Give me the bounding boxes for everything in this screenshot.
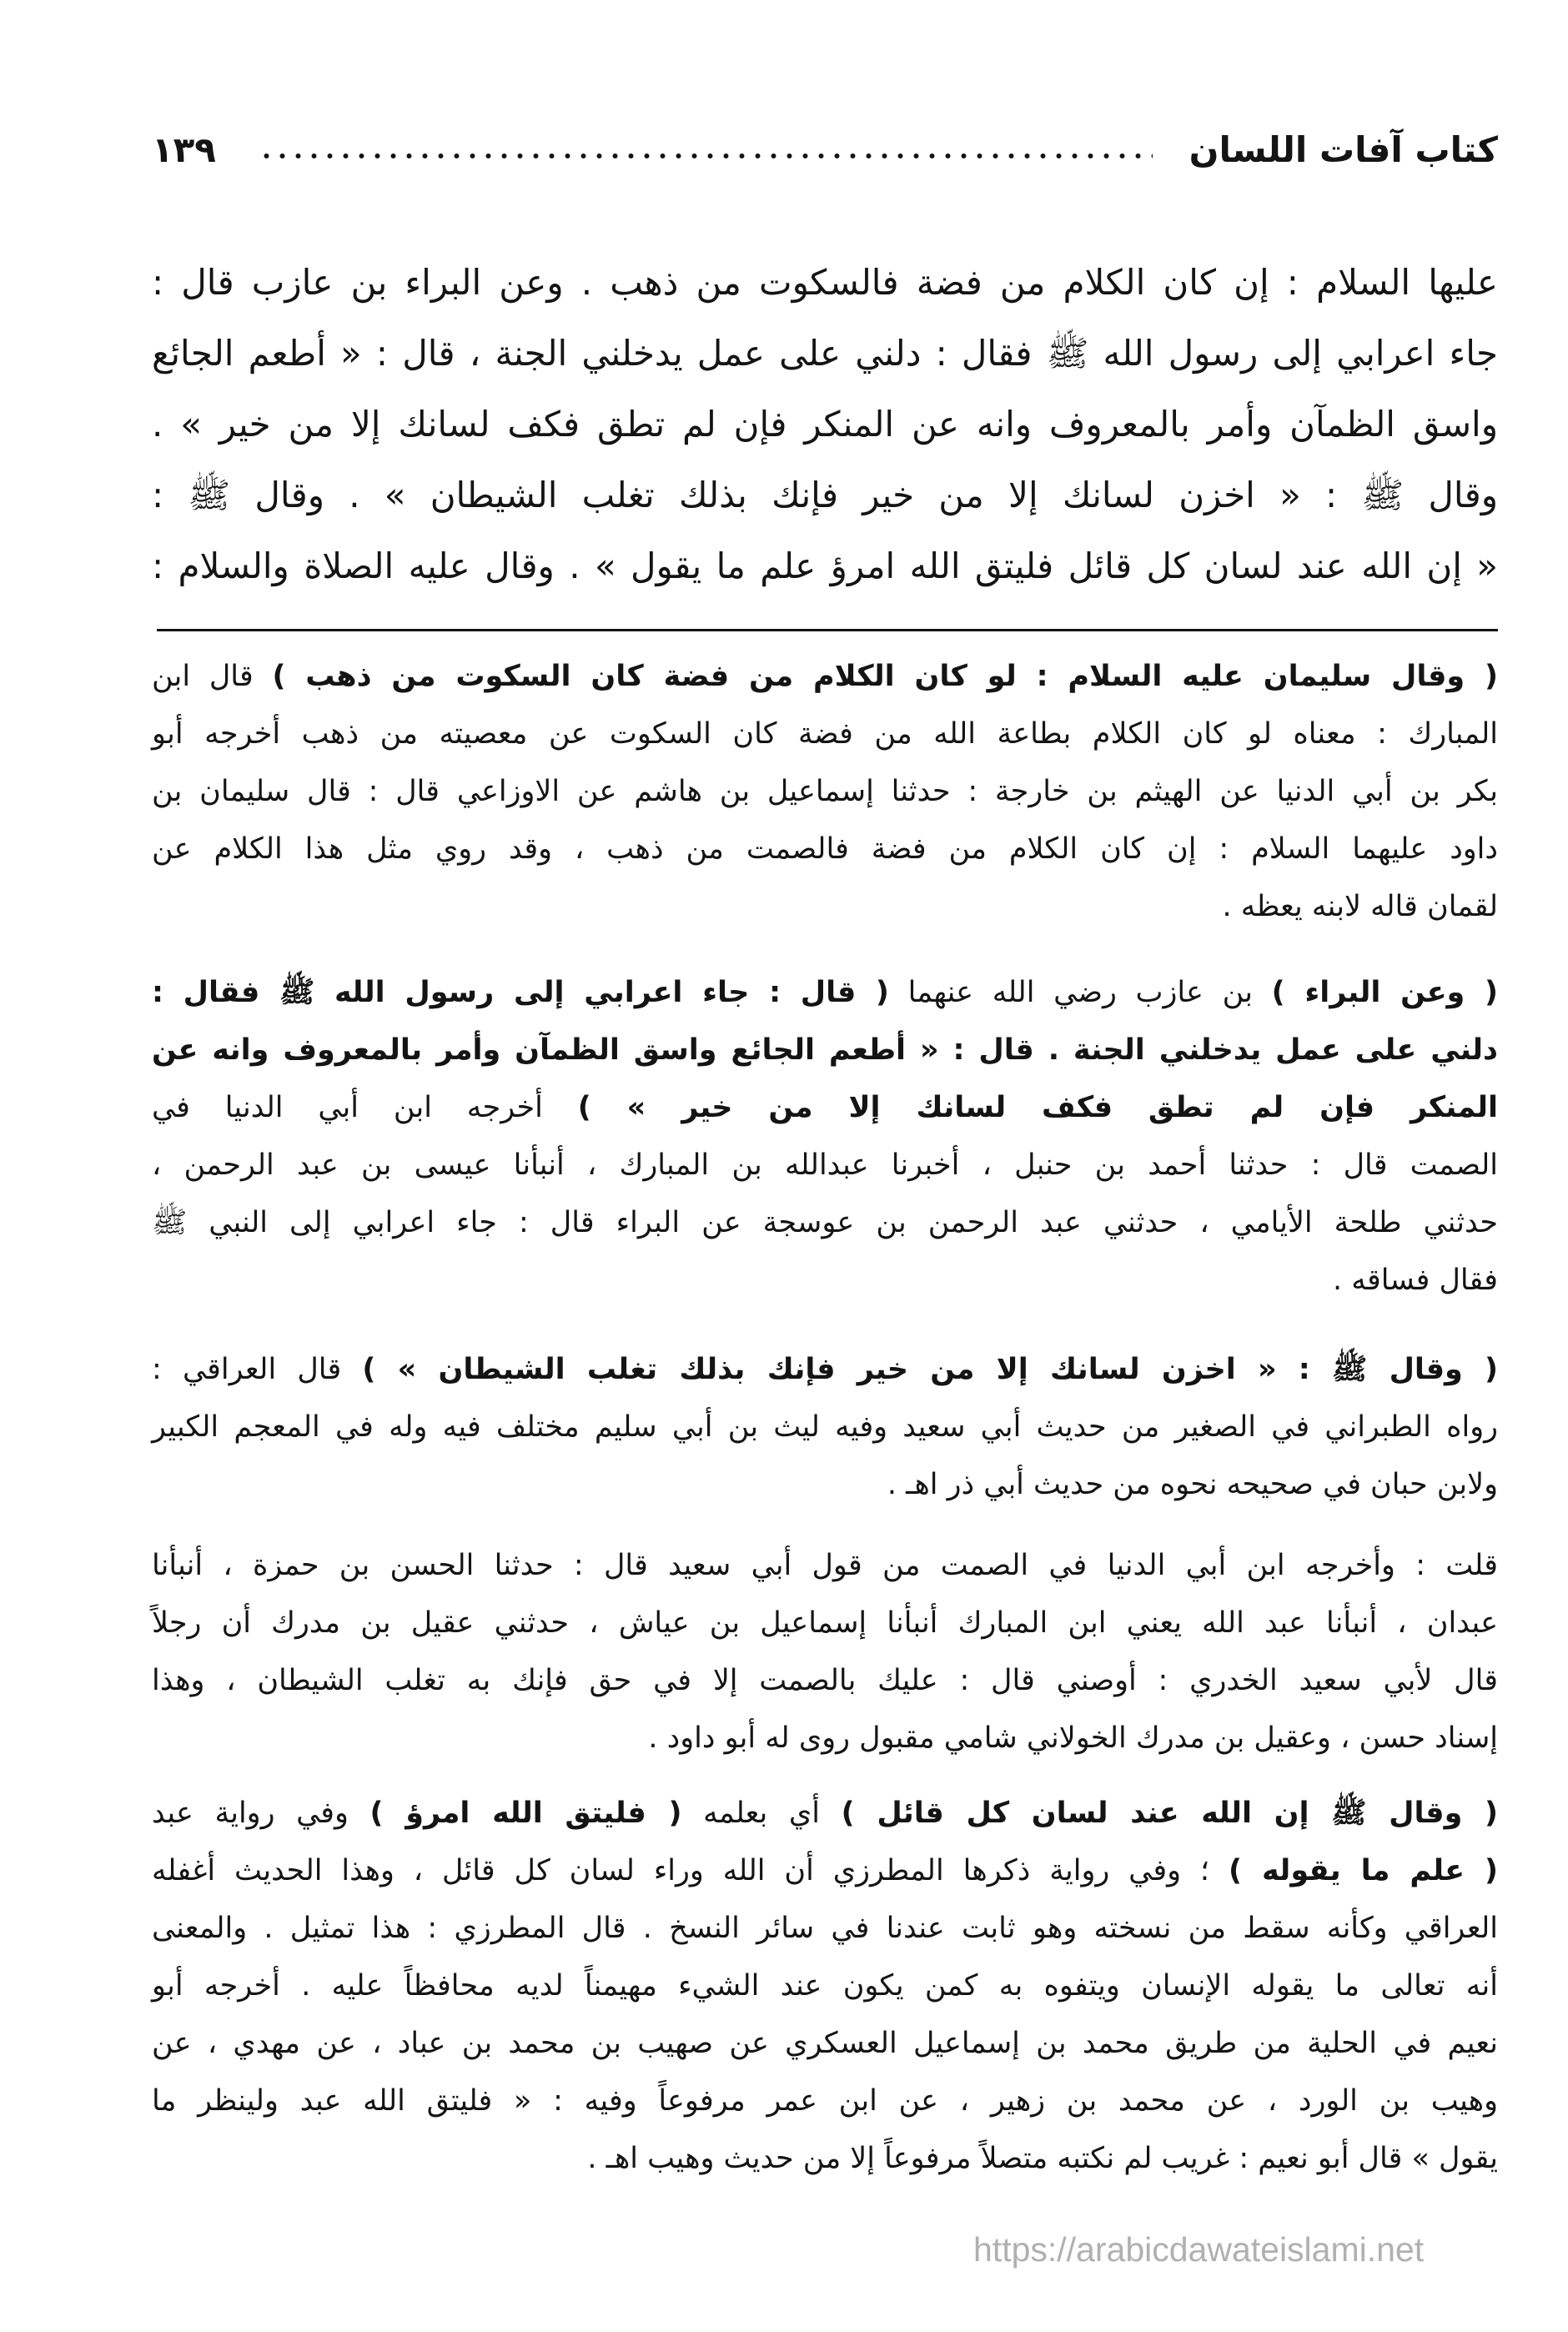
commentary-line [152,1137,1498,1194]
commentary-line-text [152,1797,1498,1830]
commentary-text-segment: حدثني طلحة الأيامي ، حدثني عبد الرحمن بن عوسجة عن البراء قال : جاء اعرابي إلى النبي ﷺ [152,1206,1498,1239]
commentary-paragraph [152,1785,1498,2188]
main-text-line-text: واسق الظمآن وأمر بالمعروف وانه عن المنكر فإن لم تطق فكف لسانك إلا من خير » . [152,404,1498,445]
commentary-text-segment: ولابن حبان في صحيحه نحوه من حديث أبي ذر اهـ . [887,1468,1498,1501]
commentary-text-segment: وفي رواية عبد [152,1797,370,1830]
commentary-line [152,1022,1498,1079]
commentary-line [152,1842,1498,1900]
quoted-text-segment: ( فليتق الله امرؤ ) [369,1797,682,1830]
commentary-line [152,878,1498,936]
commentary-text-segment: الصمت قال : حدثنا أحمد بن حنبل ، أخبرنا عبدالله بن المبارك ، أنبأنا عيسى بن عبد الرحمن ، [152,1148,1498,1182]
commentary-text-segment: وهيب بن الورد ، عن محمد بن زهير ، عن ابن عمر مرفوعاً وفيه : « فليتق الله عبد ولينظر ما [152,2084,1498,2118]
commentary-line-text [152,1033,1498,1067]
commentary-line-text [152,1353,1498,1386]
commentary-text-segment: بكر بن أبي الدنيا عن الهيثم بن خارجة : حدثنا إسماعيل بن هاشم عن الاوزاعي قال : قال سليمان بن [152,775,1498,808]
commentary-text-segment: لقمان قاله لابنه يعظه . [1222,890,1498,923]
commentary-line-text [152,2027,1498,2060]
commentary-text-segment: ؛ وفي رواية ذكرها المطرزي أن الله وراء لسان كل قائل ، وهذا الحديث أغفله [152,1854,1229,1887]
commentary-line-text [152,1969,1498,2003]
commentary-line [152,2015,1498,2073]
commentary-text-segment: العراقي وكأنه سقط من نسخته وهو ثابت عندنا في سائر النسخ . قال المطرزي : هذا تمثيل . والمعنى [152,1912,1498,1945]
commentary-line [152,648,1498,706]
commentary-text-segment: بن عازب رضي الله عنهما [888,976,1272,1009]
commentary-line [152,1194,1498,1252]
quoted-text-segment: المنكر فإن لم تطق فكف لسانك إلا من خير » ) [577,1091,1498,1124]
main-text-line [152,460,1498,530]
commentary-line [152,763,1498,821]
commentary-line [152,821,1498,878]
commentary-line [152,706,1498,763]
commentary-line [152,2130,1498,2188]
main-text-line-text: عليها السلام : إن كان الكلام من فضة فالسكوت من ذهب . وعن البراء بن عازب قال : [152,262,1498,303]
commentary-line [152,1537,1498,1595]
commentary-text-segment: فقال فساقه . [1332,1264,1498,1297]
commentary-text-segment: قال لأبي سعيد الخدري : أوصني قال : عليك بالصمت إلا في حق فإنك به تغلب الشيطان ، وهذا [152,1664,1498,1697]
commentary-line [152,1456,1498,1514]
commentary-line-text [887,1468,1498,1501]
main-text-line [152,530,1498,601]
footnote-divider [157,629,1498,631]
main-text-line [152,318,1498,389]
commentary-line-text [152,2084,1498,2118]
main-text-line-text: « إن الله عند لسان كل قائل فليتق الله امرؤ علم ما يقول » . وقال عليه الصلاة والسلام : [152,545,1498,586]
commentary-paragraph [152,1341,1498,1514]
quoted-text-segment: دلني على عمل يدخلني الجنة . قال : « أطعم الجائع واسق الظمآن وأمر بالمعروف وانه عن [152,1033,1498,1067]
commentary-paragraph [152,964,1498,1309]
page-number: ١٣٩ [152,129,216,170]
commentary-paragraph [152,1537,1498,1767]
commentary-line-text [1222,890,1498,923]
commentary-line [152,1595,1498,1652]
commentary-line [152,1399,1498,1456]
commentary-text-segment: أخرجه ابن أبي الدنيا في [151,1091,578,1124]
commentary-line-text [152,1091,1498,1124]
commentary-line-text [152,1664,1498,1697]
commentary-line [152,1958,1498,2015]
commentary-line [152,1785,1498,1842]
dot-leader [259,152,1153,160]
commentary [152,648,1498,2188]
commentary-text-segment: قلت : وأخرجه ابن أبي الدنيا في الصمت من قول أبي سعيد قال : حدثنا الحسن بن حمزة ، أنبأنا [152,1549,1498,1582]
commentary-line [152,2073,1498,2130]
commentary-line-text [152,660,1498,693]
commentary-text-segment: أنه تعالى ما يقوله الإنسان ويتفوه به كمن يكون عند الشيء مهيمناً لديه محافظاً عليه . أخرجه أبو [152,1969,1498,2003]
commentary-line-text [152,1606,1498,1640]
commentary-line-text [152,976,1498,1009]
commentary-text-segment: عبدان ، أنبأنا عبد الله يعني ابن المبارك أنبأنا إسماعيل بن عياش ، حدثني عقيل بن مدرك أن رجلاً [152,1606,1498,1640]
commentary-line-text [587,2142,1498,2175]
commentary-line-text [152,1549,1498,1582]
commentary-line [152,1341,1498,1399]
commentary-line-text [152,1410,1498,1444]
watermark-url: https://arabicdawateislami.net [973,2230,1425,2269]
main-text-line-text: وقال ﷺ : « اخزن لسانك إلا من خير فإنك بذلك تغلب الشيطان » . وقال ﷺ : [152,475,1498,515]
commentary-line-text [648,1721,1498,1755]
commentary-line [152,964,1498,1022]
quoted-text-segment: ( قال : جاء اعرابي إلى رسول الله ﷺ فقال : [151,976,889,1009]
commentary-text-segment: نعيم في الحلية من طريق محمد بن إسماعيل العسكري عن صهيب بن محمد بن عباد ، عن مهدي ، عن [152,2027,1498,2060]
commentary-text-segment: داود عليهما السلام : إن كان الكلام من فضة فالصمت من ذهب ، وقد روي مثل هذا الكلام عن [152,832,1498,866]
main-text-line-text: جاء اعرابي إلى رسول الله ﷺ فقال : دلني على عمل يدخلني الجنة ، قال : « أطعم الجائع [152,333,1498,374]
commentary-text-segment: قال ابن [151,660,273,693]
main-text [152,247,1498,601]
commentary-line [152,1079,1498,1137]
commentary-line-text [152,1854,1498,1887]
main-text-line [152,389,1498,460]
commentary-line-text [152,775,1498,808]
commentary-line-text [1333,1264,1498,1297]
commentary-line-text [152,1206,1498,1239]
commentary-line-text [152,832,1498,866]
commentary-line [152,1652,1498,1710]
running-title: كتاب آفات اللسان [1189,129,1498,170]
commentary-text-segment: يقول » قال أبو نعيم : غريب لم نكتبه متصلاً مرفوعاً إلا من حديث وهيب اهـ . [587,2142,1498,2175]
commentary-line-text [152,717,1498,751]
commentary-line-text [152,1148,1498,1182]
commentary-text-segment: رواه الطبراني في الصغير من حديث أبي سعيد وفيه ليث بن أبي سليم مختلف فيه وله في المعجم الكبير [152,1410,1498,1444]
commentary-text-segment: إسناد حسن ، وعقيل بن مدرك الخولاني شامي مقبول روى له أبو داود . [648,1721,1498,1755]
commentary-text-segment: المبارك : معناه لو كان الكلام بطاعة الله من فضة كان السكوت عن معصيته من ذهب أخرجه أبو [152,717,1498,751]
commentary-line [152,1710,1498,1767]
quoted-text-segment: ( وقال سليمان عليه السلام : لو كان الكلام من فضة كان السكوت من ذهب ) [272,660,1498,693]
commentary-text-segment: أي بعلمه [681,1797,842,1830]
quoted-text-segment: ( وقال ﷺ : « اخزن لسانك إلا من خير فإنك بذلك تغلب الشيطان » ) [362,1353,1498,1386]
commentary-line [152,1252,1498,1309]
quoted-text-segment: ( وقال ﷺ إن الله عند لسان كل قائل ) [841,1797,1498,1830]
commentary-text-segment: قال العراقي : [152,1353,363,1386]
main-text-line [152,247,1498,318]
quoted-text-segment: ( وعن البراء ) [1271,976,1498,1009]
commentary-paragraph [152,648,1498,936]
commentary-line-text [152,1912,1498,1945]
quoted-text-segment: ( علم ما يقوله ) [1228,1854,1498,1887]
commentary-line [152,1900,1498,1958]
